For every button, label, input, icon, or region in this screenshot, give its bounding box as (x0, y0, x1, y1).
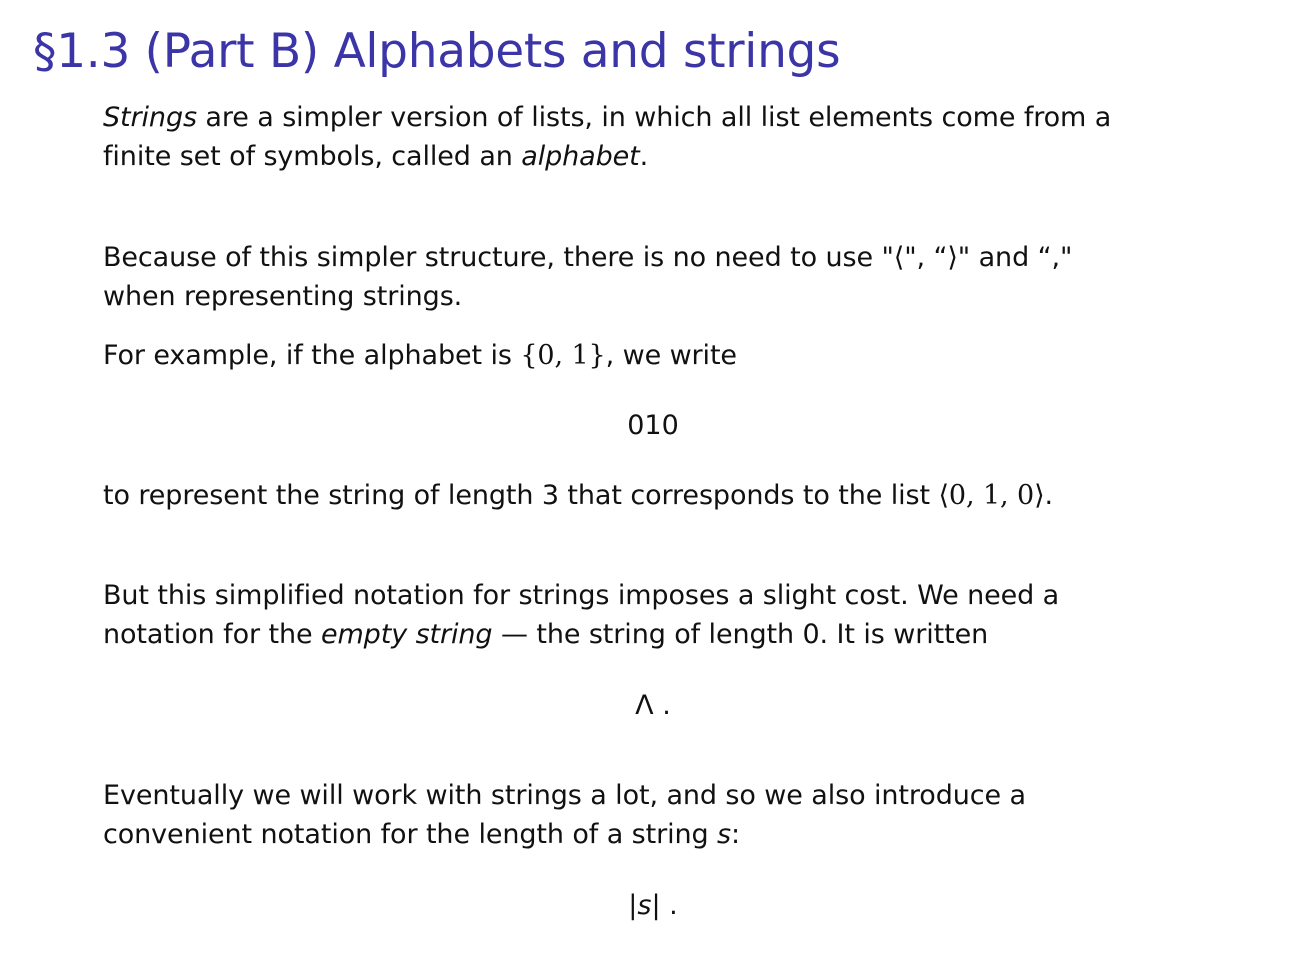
p5-text-a: notation for the (103, 619, 321, 650)
length-bar-left: | (628, 890, 638, 921)
alphabet-set: {0, 1} (520, 340, 606, 371)
lambda-suffix: . (653, 690, 671, 721)
paragraph-represent (103, 476, 1193, 515)
p6-line1: Eventually we will work with strings a lot, and so we also introduce a (103, 780, 1026, 811)
p3-text-a: For example, if the alphabet is (103, 340, 521, 371)
p5-text-b: — the string of length 0. It is written (492, 619, 989, 650)
lambda-symbol: Λ (635, 690, 654, 721)
paragraph-simpler-structure (103, 238, 1193, 316)
empty-string-display (0, 686, 1306, 725)
p2-line2: when representing strings. (103, 281, 463, 312)
slide-title: §1.3 (Part B) Alphabets and strings (33, 24, 841, 79)
length-suffix: . (660, 890, 678, 921)
p3-text-b: , we write (605, 340, 737, 371)
p5-line1: But this simplified notation for strings imposes a slight cost. We need a (103, 580, 1060, 611)
p1-text-a: are a simpler version of lists, in which all list elements come from a (196, 102, 1112, 133)
length-notation-display (0, 886, 1306, 925)
length-var-s: s (637, 890, 652, 921)
length-bar-right: | (651, 890, 661, 921)
p6-text-b: : (730, 819, 740, 850)
p1-text-b: finite set of symbols, called an (103, 141, 522, 172)
paragraph-strings-definition (103, 98, 1193, 176)
p6-text-a: convenient notation for the length of a string (103, 819, 718, 850)
paragraph-example-intro (103, 336, 1193, 375)
paragraph-empty-string (103, 576, 1193, 654)
term-empty-string: empty string (320, 619, 493, 650)
p4-text-a: to represent the string of length 3 that corresponds to the list (103, 480, 939, 511)
p2-line1: Because of this simpler structure, there is no need to use "⟨", “⟩" and “," (103, 242, 1073, 273)
term-alphabet: alphabet (521, 141, 640, 172)
term-strings: Strings (103, 102, 197, 133)
p4-text-b: . (1044, 480, 1054, 511)
var-s: s (717, 819, 731, 850)
list-notation: ⟨0, 1, 0⟩ (938, 480, 1045, 511)
paragraph-length-notation (103, 776, 1193, 854)
example-string-display: 010 (627, 410, 679, 441)
p1-text-c: . (639, 141, 649, 172)
